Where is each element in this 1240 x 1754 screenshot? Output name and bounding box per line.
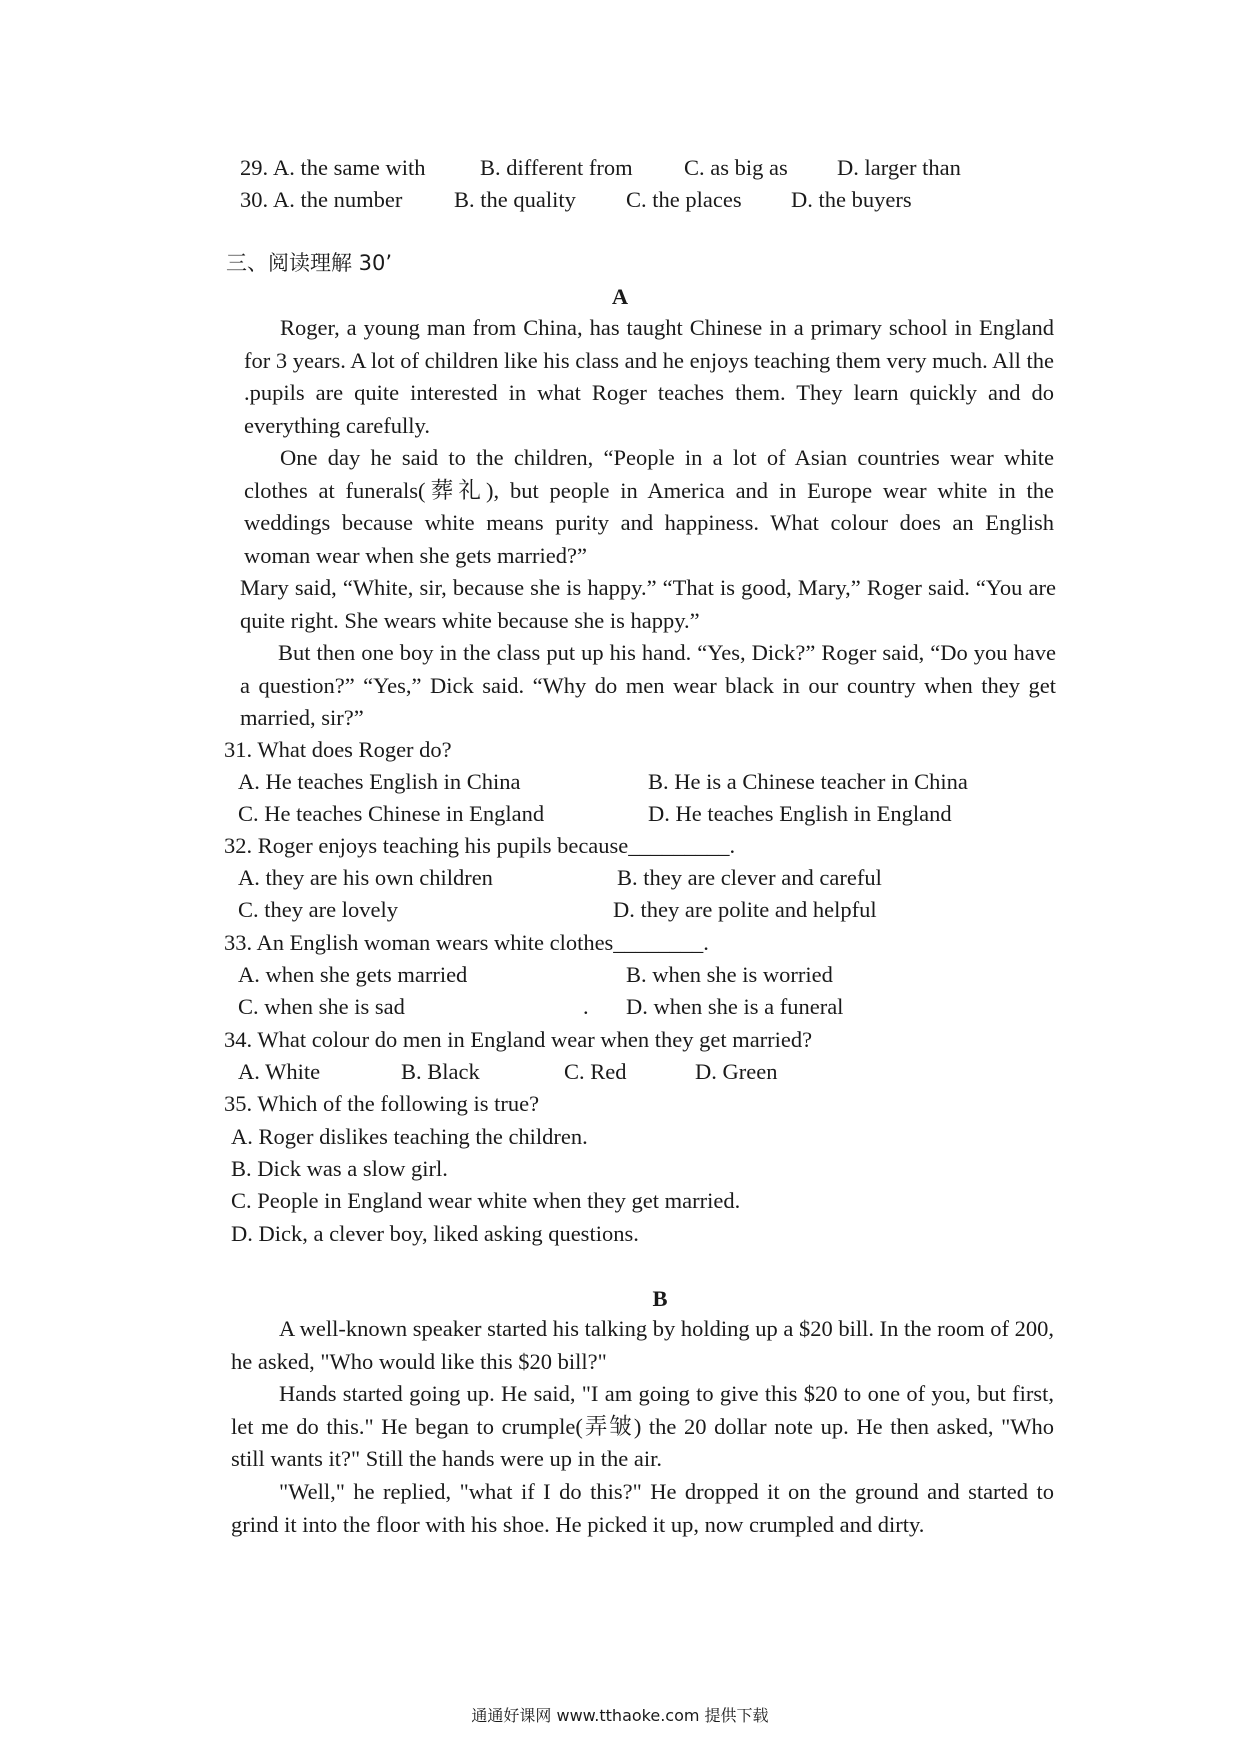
q34-option-b: B. Black bbox=[401, 1059, 480, 1084]
q33-stem: 33. An English woman wears white clothes________. bbox=[224, 930, 709, 955]
q32-option-c: C. they are lovely bbox=[238, 897, 398, 922]
section-title: 三、阅读理解 30’ bbox=[226, 251, 393, 275]
q33-option-b: B. when she is worried bbox=[626, 962, 833, 987]
q35-option-c: C. People in England wear white when they get married. bbox=[231, 1188, 741, 1213]
q31-stem: 31. What does Roger do? bbox=[224, 737, 452, 762]
q32-option-b: B. they are clever and careful bbox=[617, 865, 882, 890]
q33-option-c: C. when she is sad bbox=[238, 994, 405, 1019]
q34-option-d: D. Green bbox=[695, 1059, 778, 1084]
q33-option-d: D. when she is a funeral bbox=[626, 994, 844, 1019]
q34-option-c: C. Red bbox=[564, 1059, 627, 1084]
q31-option-a: A. He teaches English in China bbox=[238, 769, 521, 794]
passage-b-paragraph-3: "Well," he replied, "what if I do this?" He dropped it on the ground and started to grind it into the floor with his shoe. He picked it up, now crumpled and dirty. bbox=[231, 1479, 1054, 1537]
passage-b-heading: B bbox=[652, 1286, 668, 1311]
q29-number: 29. bbox=[240, 155, 269, 180]
q32-stem: 32. Roger enjoys teaching his pupils because_________. bbox=[224, 833, 736, 858]
q31-option-b: B. He is a Chinese teacher in China bbox=[648, 769, 968, 794]
passage-a-paragraph-3: Mary said, “White, sir, because she is happy.” “That is good, Mary,” Roger said. “You are quite right. She wears white because she is happy.” bbox=[240, 575, 1056, 633]
q32-option-d: D. they are polite and helpful bbox=[613, 897, 877, 922]
q34-option-a: A. White bbox=[238, 1059, 321, 1084]
passage-a-paragraph-2: One day he said to the children, “People in a lot of Asian countries wear white clothes at funerals(葬礼), but people in America and in Europe wear white in the weddings because white means purity and happiness. What colour does an English woman wear when she gets married?” bbox=[244, 445, 1054, 568]
q30-option-a: A. the number bbox=[273, 187, 403, 212]
q30-option-c: C. the places bbox=[626, 187, 742, 212]
q35-option-a: A. Roger dislikes teaching the children. bbox=[231, 1124, 588, 1149]
q35-option-d: D. Dick, a clever boy, liked asking questions. bbox=[231, 1221, 639, 1246]
q30-number: 30. bbox=[240, 187, 269, 212]
q33-option-a: A. when she gets married bbox=[238, 962, 468, 987]
q31-option-c: C. He teaches Chinese in England bbox=[238, 801, 545, 826]
passage-a-paragraph-4: But then one boy in the class put up his hand. “Yes, Dick?” Roger said, “Do you have a question?” “Yes,” Dick said. “Why do men wear black in our country when they get married, sir?” bbox=[240, 640, 1056, 731]
q30-option-d: D. the buyers bbox=[791, 187, 912, 212]
q33-stray-dot: . bbox=[583, 994, 589, 1019]
passage-b-paragraph-1: A well-known speaker started his talking by holding up a $20 bill. In the room of 200, he asked, "Who would like this $20 bill?" bbox=[231, 1316, 1054, 1374]
passage-a-heading: A bbox=[611, 284, 629, 309]
passage-b-paragraph-2: Hands started going up. He said, "I am going to give this $20 to one of you, but first, let me do this." He began to crumple(弄皱) the 20 dollar note up. He then asked, "Who still wants it?" Still the hands were up in the air. bbox=[231, 1381, 1054, 1472]
q31-option-d: D. He teaches English in England bbox=[648, 801, 952, 826]
q35-option-b: B. Dick was a slow girl. bbox=[231, 1156, 448, 1181]
q29-option-c: C. as big as bbox=[684, 155, 788, 180]
q35-stem: 35. Which of the following is true? bbox=[224, 1091, 540, 1116]
q34-stem: 34. What colour do men in England wear when they get married? bbox=[224, 1027, 813, 1052]
q29-option-a: A. the same with bbox=[273, 155, 426, 180]
q29-option-b: B. different from bbox=[480, 155, 633, 180]
q30-option-b: B. the quality bbox=[454, 187, 576, 212]
passage-a-paragraph-1: Roger, a young man from China, has taught Chinese in a primary school in England for 3 years. A lot of children like his class and he enjoys teaching them very much. All the .pupils are quite interested in what Roger teaches them. They learn quickly and do everything carefully. bbox=[244, 315, 1054, 438]
page-footer: 通通好课网 www.tthaoke.com 提供下载 bbox=[471, 1706, 769, 1725]
q32-option-a: A. they are his own children bbox=[238, 865, 493, 890]
q29-option-d: D. larger than bbox=[837, 155, 961, 180]
